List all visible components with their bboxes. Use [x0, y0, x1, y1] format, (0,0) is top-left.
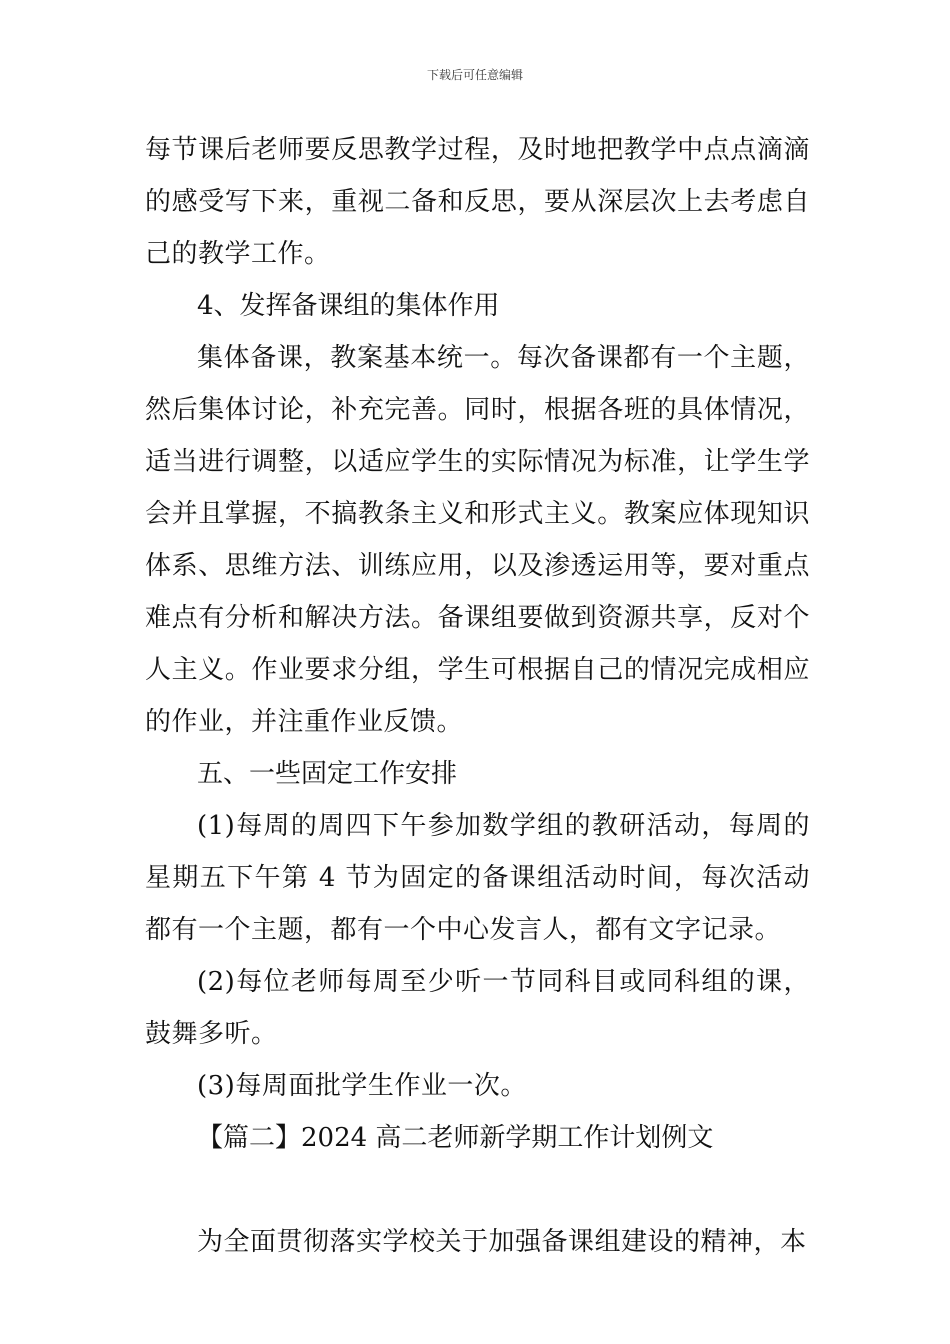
paragraph-reflection: 每节课后老师要反思教学过程，及时地把教学中点点滴滴的感受写下来，重视二备和反思，要从深层次上去考虑自己的教学工作。 [145, 135, 810, 269]
blank-line [145, 1164, 810, 1216]
list-item-weekly-activity: (1)每周的周四下午参加数学组的教研活动，每周的星期五下午第 4 节为固定的备课组活动时间，每次活动都有一个主题，都有一个中心发言人，都有文字记录。 [145, 811, 810, 945]
paragraph-collective-preparation: 集体备课，教案基本统一。每次备课都有一个主题，然后集体讨论，补充完善。同时，根据各班的具体情况，适当进行调整，以适应学生的实际情况为标准，让学生学会并且掌握，不搞教条主义和形式主义。教案应体现知识体系、思维方法、训练应用，以及渗透运用等，要对重点难点有分析和解决方法。备课组要做到资源共享，反对个人主义。作业要求分组，学生可根据自己的情况完成相应的作业，并注重作业反馈。 [145, 343, 810, 737]
heading-collective-role: 4、发挥备课组的集体作用 [197, 291, 500, 321]
paragraph-part-two-intro: 为全面贯彻落实学校关于加强备课组建设的精神，本 [197, 1227, 807, 1257]
page-header-note: 下载后可任意编辑 [426, 68, 523, 82]
section-title-part-two: 【篇二】2024 高二老师新学期工作计划例文 [197, 1123, 714, 1153]
document-body [145, 124, 810, 1268]
list-item-homework-review: (3)每周面批学生作业一次。 [197, 1071, 527, 1101]
heading-fixed-arrangements: 五、一些固定工作安排 [197, 759, 458, 789]
list-item-lesson-observation: (2)每位老师每周至少听一节同科目或同科组的课，鼓舞多听。 [145, 967, 810, 1049]
